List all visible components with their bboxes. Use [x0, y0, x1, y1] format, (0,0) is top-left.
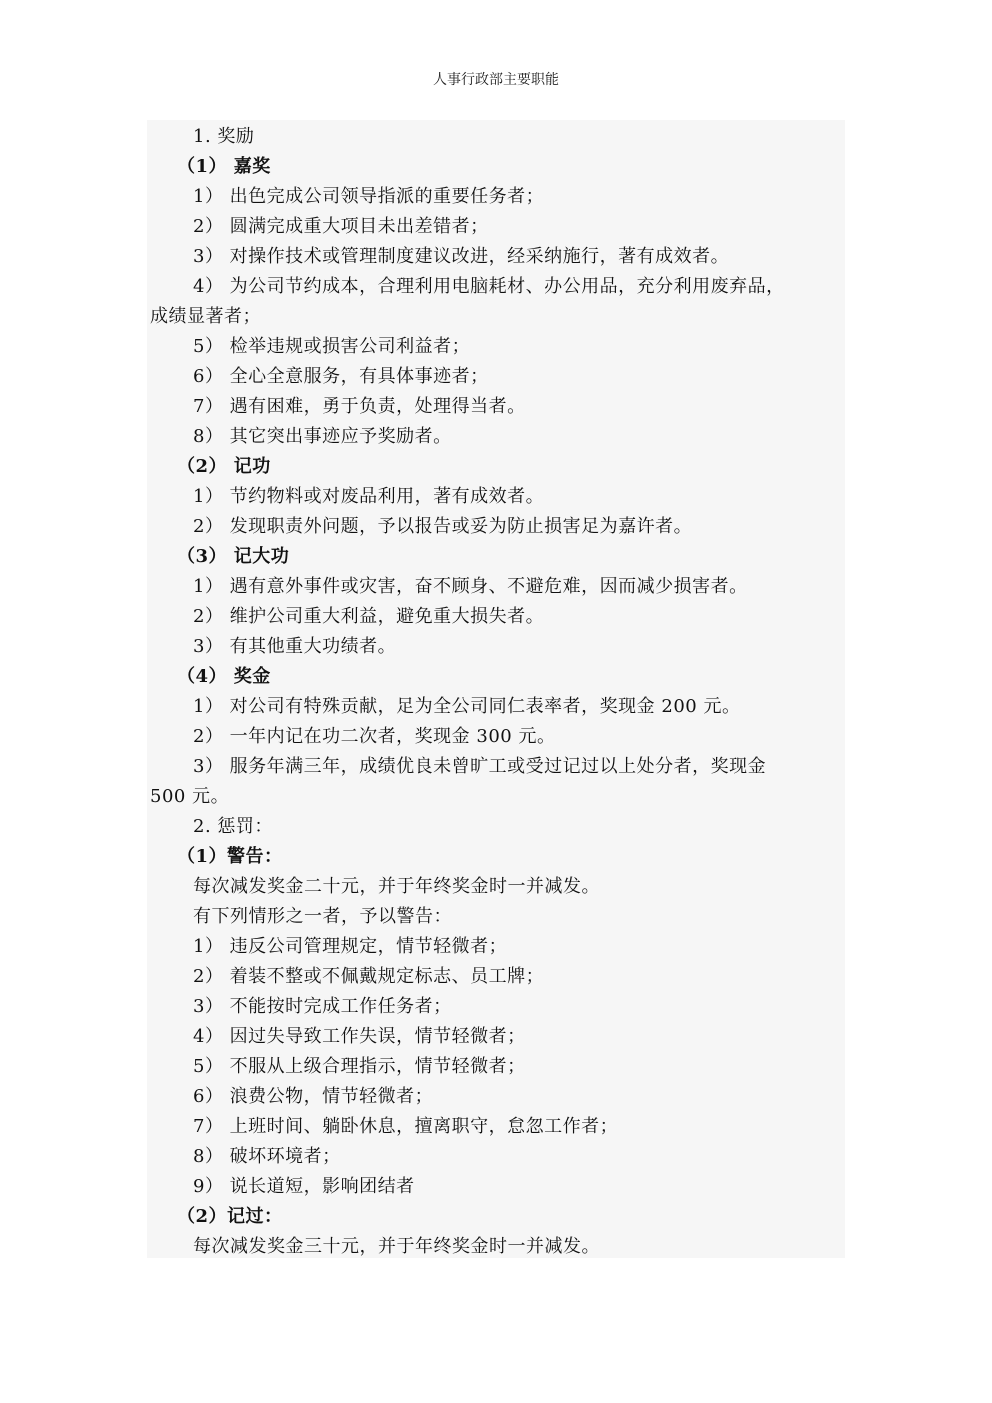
list-item: 2） 发现职责外问题，予以报告或妥为防止损害足为嘉许者。 [193, 516, 693, 537]
list-item: 2） 圆满完成重大项目未出差错者； [193, 216, 489, 237]
subsection-heading-warning: （1）警告： [177, 846, 283, 867]
list-item: 3） 服务年满三年，成绩优良未曾旷工或受过记过以上处分者，奖现金 [193, 756, 767, 777]
subsection-heading-merit: （2） 记功 [177, 456, 271, 477]
list-item: 1） 对公司有特殊贡献，足为全公司同仁表率者，奖现金 200 元。 [193, 696, 741, 717]
list-item: 5） 不服从上级合理指示，情节轻微者； [193, 1056, 526, 1077]
subsection-heading-commendation: （1） 嘉奖 [177, 156, 271, 177]
list-item: 7） 遇有困难，勇于负责，处理得当者。 [193, 396, 526, 417]
list-item: 2） 着装不整或不佩戴规定标志、员工牌； [193, 966, 545, 987]
list-item: 2） 维护公司重大利益，避免重大损失者。 [193, 606, 545, 627]
list-item: 7） 上班时间、躺卧休息，擅离职守，怠忽工作者； [193, 1116, 619, 1137]
list-item: 6） 浪费公物，情节轻微者； [193, 1086, 434, 1107]
paragraph: 有下列情形之一者，予以警告： [193, 906, 452, 927]
list-item: 3） 有其他重大功绩者。 [193, 636, 397, 657]
list-item-continuation: 500 元。 [150, 786, 230, 807]
document-body [147, 120, 845, 1258]
list-item: 1） 节约物料或对废品利用，著有成效者。 [193, 486, 545, 507]
list-item: 5） 检举违规或损害公司利益者； [193, 336, 471, 357]
list-item: 8） 其它突出事迹应予奖励者。 [193, 426, 452, 447]
list-item: 6） 全心全意服务，有具体事迹者； [193, 366, 489, 387]
list-item: 4） 因过失导致工作失误，情节轻微者； [193, 1026, 526, 1047]
list-item: 2） 一年内记在功二次者，奖现金 300 元。 [193, 726, 556, 747]
page-header-title: 人事行政部主要职能 [433, 72, 559, 88]
list-item: 3） 对操作技术或管理制度建议改进，经采纳施行，著有成效者。 [193, 246, 730, 267]
list-item-continuation: 成绩显著者； [150, 306, 261, 327]
list-item: 1） 出色完成公司领导指派的重要任务者； [193, 186, 545, 207]
section-heading-penalties: 2. 惩罚： [193, 816, 273, 837]
list-item: 1） 遇有意外事件或灾害，奋不顾身、不避危难，因而减少损害者。 [193, 576, 748, 597]
list-item: 8） 破坏环境者； [193, 1146, 341, 1167]
subsection-heading-bonus: （4） 奖金 [177, 666, 271, 687]
list-item: 4） 为公司节约成本，合理利用电脑耗材、办公用品，充分利用废弃品， [193, 276, 785, 297]
list-item: 1） 违反公司管理规定，情节轻微者； [193, 936, 508, 957]
paragraph: 每次减发奖金二十元，并于年终奖金时一并减发。 [193, 876, 600, 897]
paragraph: 每次减发奖金三十元，并于年终奖金时一并减发。 [193, 1236, 600, 1257]
subsection-heading-demerit: （2）记过： [177, 1206, 283, 1227]
subsection-heading-major-merit: （3） 记大功 [177, 546, 290, 567]
section-heading-rewards: 1. 奖励 [193, 126, 255, 147]
list-item: 3） 不能按时完成工作任务者； [193, 996, 452, 1017]
list-item: 9） 说长道短，影响团结者 [193, 1176, 415, 1197]
